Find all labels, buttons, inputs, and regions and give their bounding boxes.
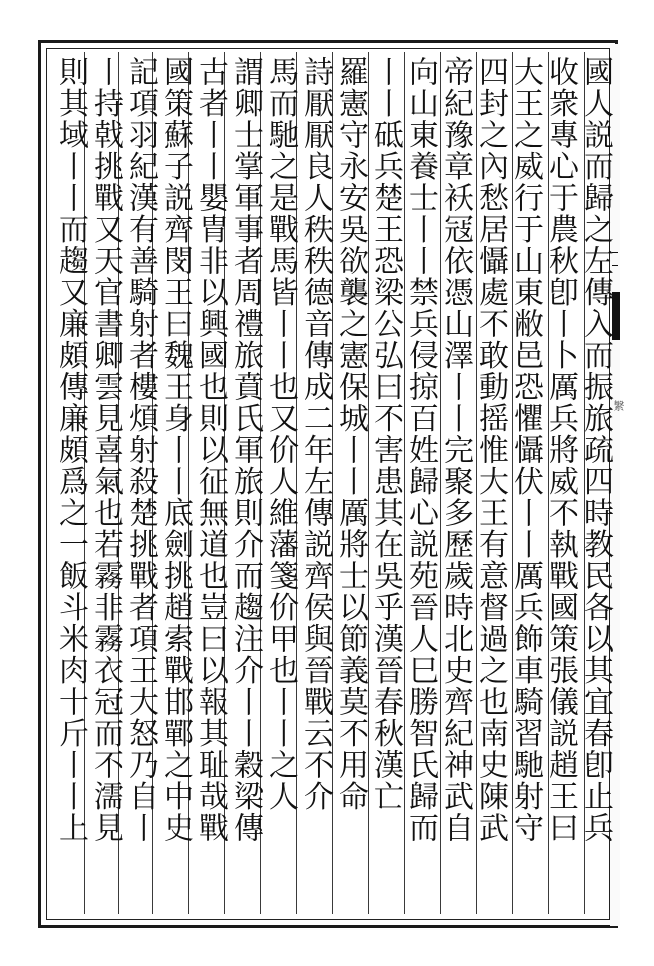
text-column: 帝紀豫章袄冦依憑山澤丨丨完聚多歷歲時北史齊紀神武自: [438, 56, 473, 844]
text-column: 丨丨砥兵楚王恐梁公弘曰不害患其在吳乎漢晉春秋漢亡: [368, 56, 403, 812]
text-column: 詩厭厭良人秩秩德音傳成二年左傳説齊侯與晉戰云不介: [298, 56, 333, 812]
text-column: 丨持戟挑戰又天官書卿雲見喜氣也若霧非霧衣冠而不濡見: [88, 56, 123, 844]
text-column: 記項羽紀漢有善騎射者樓煩射殺楚挑戰者項王大怒乃自丨: [123, 56, 158, 844]
text-column: 謂卿士掌軍事者周禮旅賁氏軍旅則介而趨注介丨丨穀梁傳: [228, 56, 263, 844]
text-column: 國策蘇子説齊閔王曰魏王身丨丨底劍挑趙索戰邯鄲之中史: [158, 56, 193, 844]
text-column: 古者丨丨嬰胄非以興國也則以征無道也豈曰以報其耻哉戰: [193, 56, 228, 844]
text-column: 向山東養士丨丨禁兵侵掠百姓歸心説苑晉人巳勝智氏歸而: [403, 56, 438, 844]
text-column: 馬而馳之是戰馬皆丨丨也又价人維藩箋价甲也丨丨之人: [263, 56, 298, 812]
text-column: 大王之威行于山東敝邑恐懼懾伏丨丨厲兵飾車騎習馳射守: [508, 56, 543, 844]
text-column: 則其域丨丨而趨又廉頗傳廉頗爲之一飯斗米肉十斤丨丨上: [53, 56, 88, 844]
text-column: 收衆專心于農秋卽丨卜厲兵將威不執戰國策張儀説趙王曰: [543, 56, 578, 844]
text-column: 國人説而歸之左傳入而振旅疏四時教民各以其宜春卽止兵: [578, 56, 613, 844]
margin-note: 䌓: [612, 400, 625, 411]
text-column: 四封之內愁居懾處不敢動摇惟大王有意督過之也南史陳武: [473, 56, 508, 844]
text-column: 羅憲守永安吳欲襲之憲保城丨丨厲將士以節義莫不用命: [333, 56, 368, 812]
